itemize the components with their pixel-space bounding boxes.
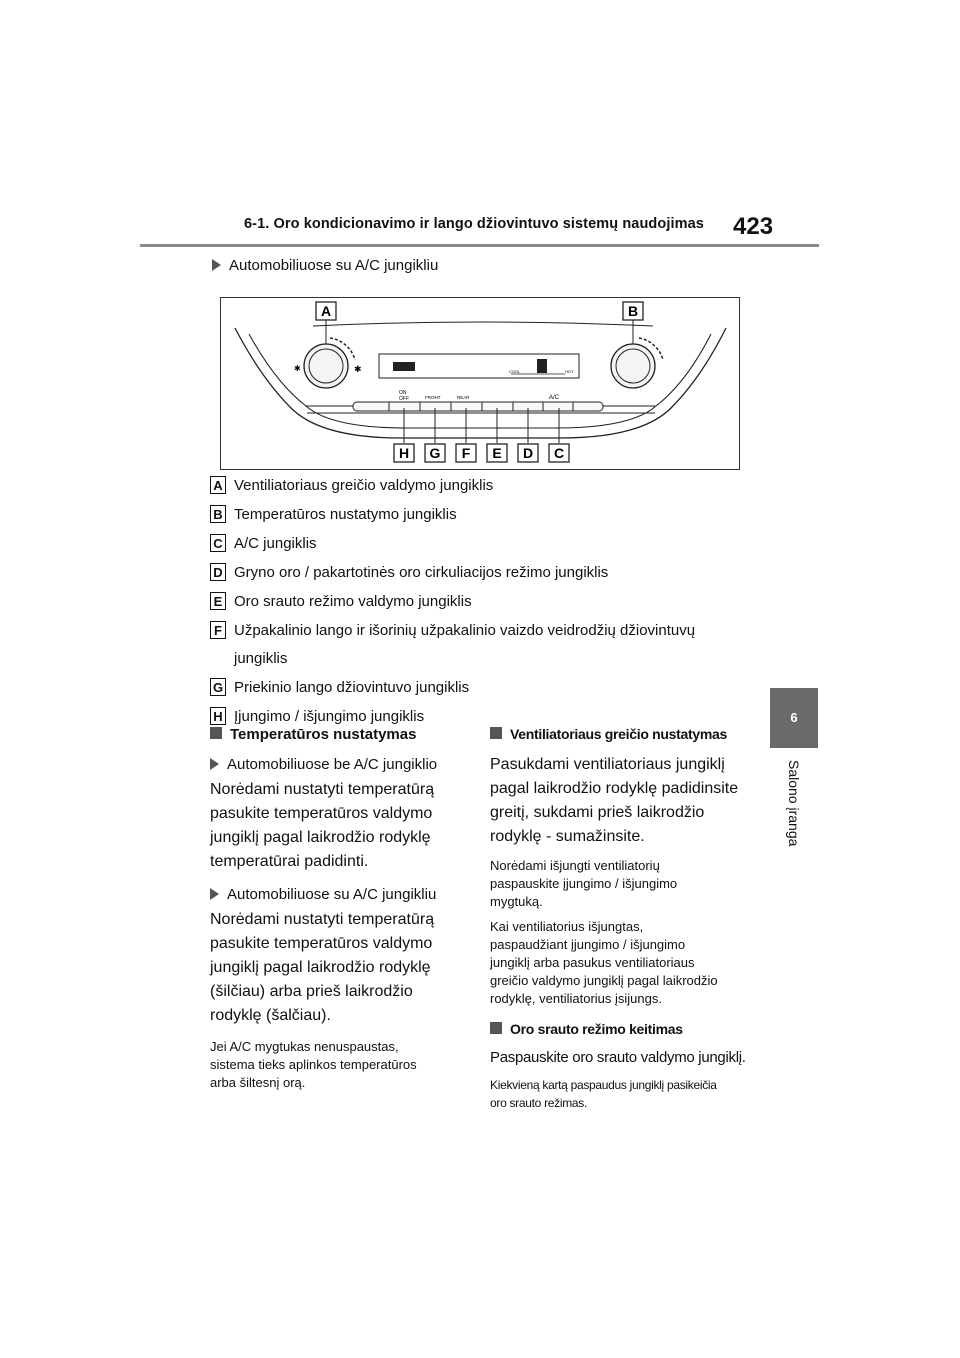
- square-bullet-icon: [490, 1022, 502, 1034]
- note-line: Norėdami išjungti ventiliatorių: [490, 858, 660, 873]
- legend-letter: B: [210, 505, 226, 523]
- note: [490, 1076, 760, 1112]
- legend-item: [210, 678, 750, 698]
- legend-item: [210, 563, 750, 583]
- paragraph-line: (šilčiau) arba prieš laikrodžio: [210, 983, 413, 1000]
- note-line: paspaudžiant įjungimo / išjungimo: [490, 937, 686, 952]
- condition-line: [210, 756, 480, 773]
- intro-condition: [212, 257, 438, 274]
- section-heading-text: Temperatūros nustatymas: [230, 726, 417, 743]
- callout-h: H: [398, 445, 410, 461]
- paragraph-line: pasukite temperatūros valdymo: [210, 805, 433, 822]
- note-line: jungiklį arba pasukus ventiliatoriaus: [490, 955, 695, 970]
- climate-panel-figure: [220, 297, 740, 470]
- legend-item: [210, 476, 750, 496]
- callout-a: A: [320, 303, 332, 319]
- legend-text: A/C jungiklis: [234, 535, 317, 552]
- paragraph-line: Pasukdami ventiliatoriaus jungiklį: [490, 756, 725, 773]
- chapter-label-text: Salono įranga: [786, 760, 802, 847]
- cool-label: COOL: [509, 369, 521, 374]
- note-line: Kiekvieną kartą paspaudus jungiklį pasikeičia: [490, 1078, 717, 1092]
- callout-d: D: [522, 445, 534, 461]
- paragraph: [210, 908, 480, 1028]
- legend-text-continued: jungiklis: [234, 650, 288, 667]
- note-line: mygtuką.: [490, 894, 543, 909]
- legend-text: Užpakalinio lango ir išorinių užpakalinio vaizdo veidrodžių džiovintuvų: [234, 622, 696, 639]
- legend-item: [210, 707, 750, 727]
- paragraph-line: greitį, sukdami prieš laikrodžio: [490, 804, 705, 821]
- chapter-tab: 6: [770, 688, 818, 748]
- paragraph: [210, 778, 480, 874]
- legend-letter: H: [210, 707, 226, 725]
- paragraph-line: jungiklį pagal laikrodžio rodyklę: [210, 829, 431, 846]
- callout-f: F: [461, 445, 471, 461]
- header-divider: [140, 244, 819, 247]
- off-label: OFF: [399, 396, 409, 402]
- legend-list: [210, 476, 750, 727]
- callout-b: B: [627, 303, 639, 319]
- arrow-right-icon: [210, 888, 219, 900]
- paragraph-line: pagal laikrodžio rodyklę padidinsite: [490, 780, 739, 797]
- legend-text: Priekinio lango džiovintuvo jungiklis: [234, 679, 470, 696]
- legend-item: [210, 505, 750, 525]
- hot-label: HOT: [565, 369, 574, 374]
- note-line: rodyklę, ventiliatorius įsijungs.: [490, 991, 662, 1006]
- note-line: greičio valdymo jungiklį pagal laikrodžio: [490, 973, 718, 988]
- note-line: Jei A/C mygtukas nenuspaustas,: [210, 1039, 399, 1054]
- paragraph-line: rodyklę (šalčiau).: [210, 1007, 331, 1024]
- section-heading: [490, 726, 760, 742]
- callout-g: G: [429, 445, 441, 461]
- chapter-label: [786, 760, 806, 860]
- legend-letter: G: [210, 678, 226, 696]
- condition-text: Automobiliuose be A/C jungiklio: [227, 756, 438, 773]
- legend-letter: F: [210, 621, 226, 639]
- on-label: ON: [399, 390, 407, 396]
- square-bullet-icon: [210, 727, 222, 739]
- page-number: 423: [733, 213, 774, 240]
- note: [210, 1038, 480, 1092]
- section-heading: [210, 726, 480, 743]
- arrow-right-icon: [212, 259, 221, 271]
- note-line: sistema tieks aplinkos temperatūros: [210, 1057, 417, 1072]
- paragraph-line: jungiklį pagal laikrodžio rodyklę: [210, 959, 431, 976]
- paragraph: [490, 753, 760, 849]
- section-heading: [490, 1021, 760, 1037]
- legend-text: Gryno oro / pakartotinės oro cirkuliacijos režimo jungiklis: [234, 564, 609, 581]
- legend-text: Ventiliatoriaus greičio valdymo jungiklis: [234, 477, 494, 494]
- legend-text: Oro srauto režimo valdymo jungiklis: [234, 593, 472, 610]
- section-heading-text: Oro srauto režimo keitimas: [510, 1021, 683, 1037]
- left-column: [210, 726, 480, 1092]
- note: [490, 918, 760, 1008]
- section-heading-text: Ventiliatoriaus greičio nustatymas: [510, 726, 727, 742]
- note-line: paspauskite įjungimo / išjungimo: [490, 876, 678, 891]
- intro-condition-text: Automobiliuose su A/C jungikliu: [229, 257, 439, 274]
- legend-item: [210, 621, 750, 669]
- front-label: FRONT: [425, 395, 441, 400]
- running-header: 6-1. Oro kondicionavimo ir lango džiovintuvo sistemų naudojimas: [244, 216, 704, 232]
- svg-text:✱: ✱: [294, 364, 301, 373]
- legend-letter: A: [210, 476, 226, 494]
- rear-label: REAR: [457, 395, 470, 400]
- note-line: oro srauto režimas.: [490, 1096, 588, 1110]
- paragraph-line: temperatūrai padidinti.: [210, 853, 369, 870]
- legend-text: Įjungimo / išjungimo jungiklis: [234, 708, 425, 725]
- callout-e: E: [492, 445, 502, 461]
- legend-letter: D: [210, 563, 226, 581]
- note-line: arba šiltesnį orą.: [210, 1075, 306, 1090]
- paragraph-line: rodyklę - sumažinsite.: [490, 828, 645, 845]
- paragraph-line: Norėdami nustatyti temperatūrą: [210, 781, 435, 798]
- paragraph-line: Norėdami nustatyti temperatūrą: [210, 911, 435, 928]
- condition-text: Automobiliuose su A/C jungikliu: [227, 886, 437, 903]
- right-column: [490, 726, 760, 1112]
- paragraph-line: pasukite temperatūros valdymo: [210, 935, 433, 952]
- legend-item: [210, 534, 750, 554]
- square-bullet-icon: [490, 727, 502, 739]
- legend-item: [210, 592, 750, 612]
- svg-text:✱: ✱: [354, 365, 362, 375]
- legend-letter: E: [210, 592, 226, 610]
- legend-text: Temperatūros nustatymo jungiklis: [234, 506, 457, 523]
- paragraph: Paspauskite oro srauto valdymo jungiklį.: [490, 1049, 746, 1066]
- legend-letter: C: [210, 534, 226, 552]
- arrow-right-icon: [210, 758, 219, 770]
- note-line: Kai ventiliatorius išjungtas,: [490, 919, 644, 934]
- note: [490, 857, 760, 911]
- climate-panel-illustration: [221, 298, 739, 469]
- callout-c: C: [553, 445, 565, 461]
- ac-label: A/C: [549, 395, 560, 401]
- condition-line: [210, 886, 480, 903]
